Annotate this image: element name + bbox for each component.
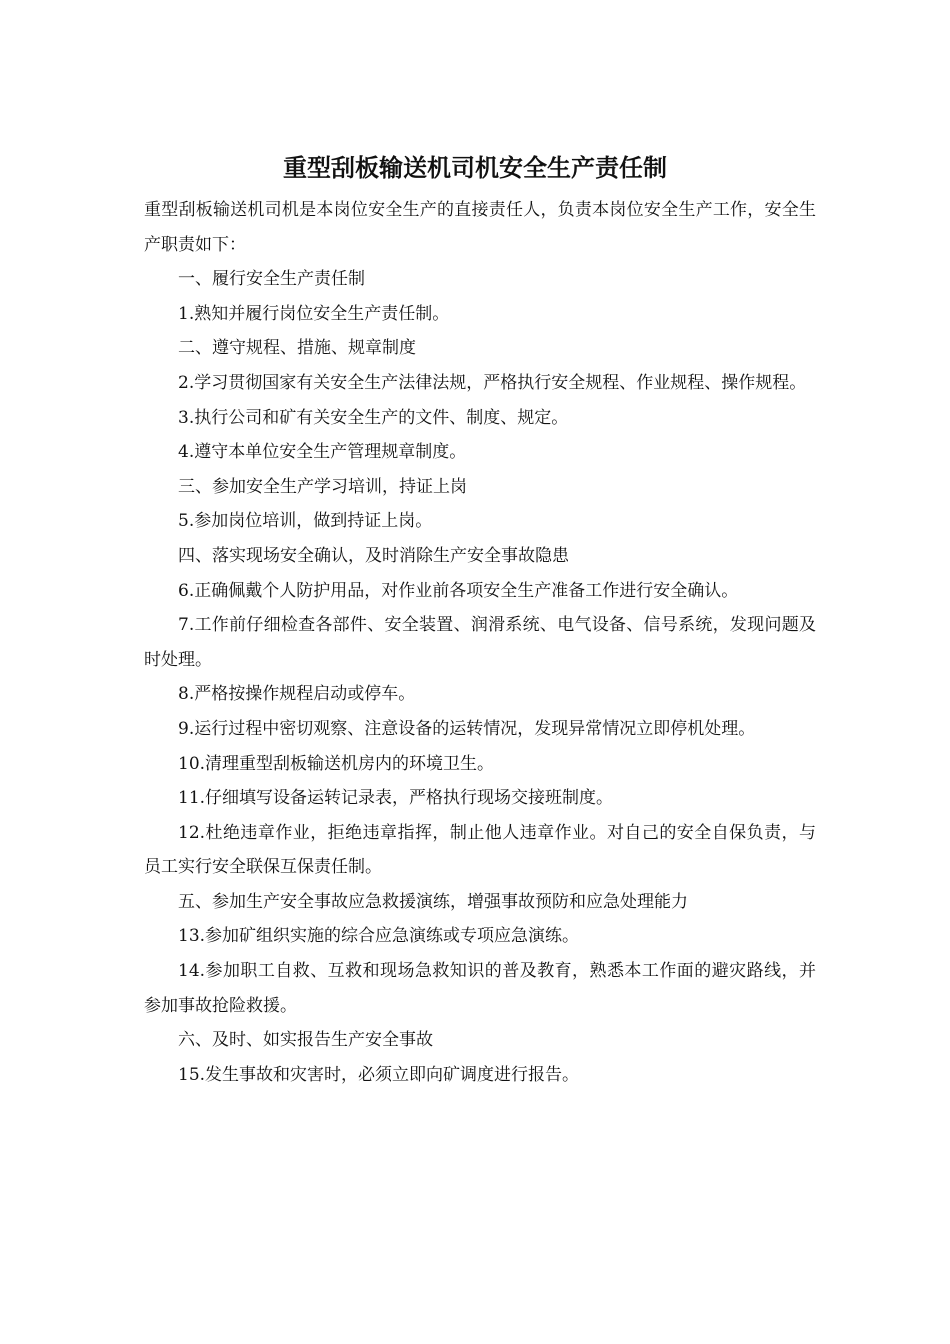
section-heading-4: 四、落实现场安全确认，及时消除生产安全事故隐患	[178, 545, 569, 566]
duty-item-11: 11.仔细填写设备运转记录表，严格执行现场交接班制度。	[178, 788, 614, 809]
duty-item-12: 12.杜绝违章作业，拒绝违章指挥，制止他人违章作业。对自己的安全自保负责，与员工实行安全联保互保责任制。	[144, 822, 816, 878]
duty-item-8: 8.严格按操作规程启动或停车。	[178, 684, 416, 705]
document-title: 重型刮板输送机司机安全生产责任制	[283, 153, 667, 182]
duty-item-1: 1.熟知并履行岗位安全生产责任制。	[178, 303, 450, 324]
section-heading-1: 一、履行安全生产责任制	[178, 269, 365, 290]
intro-paragraph: 重型刮板输送机司机是本岗位安全生产的直接责任人，负责本岗位安全生产工作，安全生产职责如下：	[144, 200, 816, 255]
document-body	[144, 193, 816, 1092]
duty-item-3: 3.执行公司和矿有关安全生产的文件、制度、规定。	[178, 407, 569, 428]
duty-item-9: 9.运行过程中密切观察、注意设备的运转情况，发现异常情况立即停机处理。	[178, 718, 756, 739]
section-heading-2: 二、遵守规程、措施、规章制度	[178, 338, 416, 359]
section-heading-5: 五、参加生产安全事故应急救援演练，增强事故预防和应急处理能力	[178, 891, 688, 912]
duty-item-5: 5.参加岗位培训，做到持证上岗。	[178, 511, 433, 532]
duty-item-14: 14.参加职工自救、互救和现场急救知识的普及教育，熟悉本工作面的避灾路线，并参加事故抢险救援。	[144, 961, 816, 1016]
duty-item-7: 7.工作前仔细检查各部件、安全装置、润滑系统、电气设备、信号系统，发现问题及时处理。	[144, 615, 816, 670]
duty-item-4: 4.遵守本单位安全生产管理规章制度。	[178, 442, 467, 463]
duty-item-2: 2.学习贯彻国家有关安全生产法律法规，严格执行安全规程、作业规程、操作规程。	[178, 372, 807, 393]
section-heading-3: 三、参加安全生产学习培训，持证上岗	[178, 476, 467, 497]
duty-item-6: 6.正确佩戴个人防护用品，对作业前各项安全生产准备工作进行安全确认。	[178, 580, 739, 601]
duty-item-10: 10.清理重型刮板输送机房内的环境卫生。	[178, 753, 495, 774]
duty-item-15: 15.发生事故和灾害时，必须立即向矿调度进行报告。	[178, 1064, 580, 1085]
section-heading-6: 六、及时、如实报告生产安全事故	[178, 1030, 433, 1051]
duty-item-13: 13.参加矿组织实施的综合应急演练或专项应急演练。	[178, 926, 580, 947]
